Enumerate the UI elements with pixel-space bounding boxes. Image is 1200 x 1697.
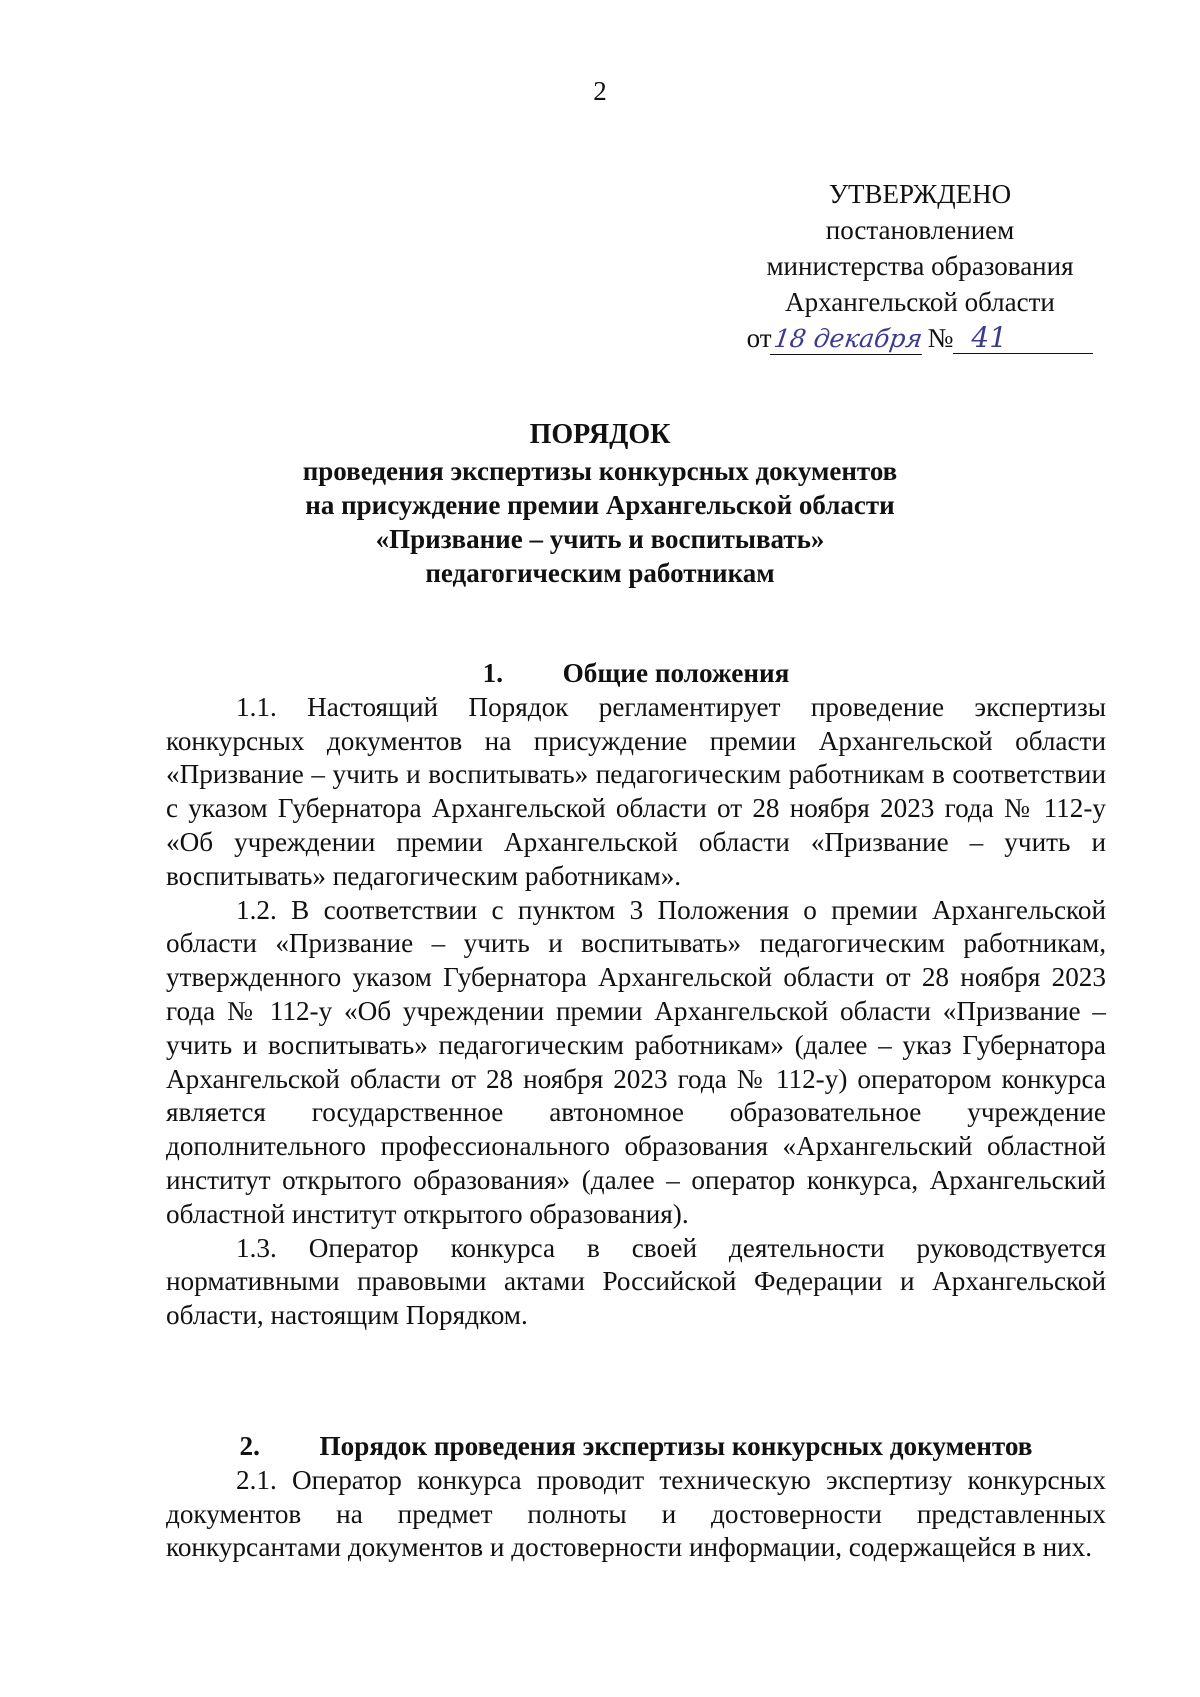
- section-2: [166, 1430, 1106, 1565]
- title-line: «Призвание – учить и воспитывать»: [375, 524, 825, 554]
- paragraph: 1.2. В соответствии с пунктом 3 Положения о премии Архангельской области «Призвание – учить и воспитывать» педагогическим работникам, утвержденного указом Губернатора Архангельской области от 28 ноября 2023 года № 112-у «Об учреждении премии Архангельской области «Призвание – учить и воспитывать» педагогическим работникам» (далее – указ Губернатора Архангельской области от 28 ноября 2023 года № 112-у) оператором конкурса является государственное автономное образовательное учреждение дополнительного профессионального образования «Архангельский областной институт открытого образования» (далее – оператор конкурса, Архангельский областной институт открытого образования).: [166, 894, 1106, 1229]
- section-title: Общие положения: [562, 658, 790, 688]
- approval-line: Архангельской области: [785, 287, 1055, 317]
- page-number: 2: [593, 76, 607, 106]
- section-number: 1.: [482, 658, 503, 688]
- paragraph: 1.3. Оператор конкурса в своей деятельности руководствуется нормативными правовыми актами Российской Федерации и Архангельской области, настоящим Порядком.: [166, 1232, 1106, 1331]
- title-line: педагогическим работникам: [425, 558, 775, 588]
- approval-line: министерства образования: [766, 251, 1074, 281]
- title-line: на присуждение премии Архангельской области: [305, 490, 895, 520]
- title-main: ПОРЯДОК: [529, 419, 671, 450]
- number-label: №: [927, 323, 954, 353]
- paragraph: 2.1. Оператор конкурса проводит техническую экспертизу конкурсных документов на предмет полноты и достоверности представленных конкурсантами документов и достоверности информации, содержащейся в них.: [166, 1464, 1106, 1563]
- approval-line: постановлением: [825, 215, 1015, 245]
- section-heading: [166, 1430, 1106, 1464]
- section-number: 2.: [239, 1431, 260, 1461]
- approval-date-number-line: [735, 320, 1105, 356]
- handwritten-number: 41: [953, 323, 1093, 354]
- from-label: от: [746, 323, 772, 353]
- approval-stamp-block: [735, 176, 1105, 356]
- section-title: Порядок проведения экспертизы конкурсных документов: [319, 1431, 1033, 1461]
- paragraph: 1.1. Настоящий Порядок регламентирует проведение экспертизы конкурсных документов на присуждение премии Архангельской области «Призвание – учить и воспитывать» педагогическим работникам в соответствии с указом Губернатора Архангельской области от 28 ноября 2023 года № 112-у «Об учреждении премии Архангельской области «Призвание – учить и воспитывать» педагогическим работникам».: [166, 691, 1106, 891]
- document-title: [0, 418, 1200, 590]
- title-line: проведения экспертизы конкурсных документов: [302, 456, 898, 486]
- approval-heading: УТВЕРЖДЕНО: [828, 179, 1012, 209]
- handwritten-date: 18 декабря: [769, 324, 925, 355]
- section-1: [166, 657, 1106, 1333]
- section-heading: [166, 657, 1106, 691]
